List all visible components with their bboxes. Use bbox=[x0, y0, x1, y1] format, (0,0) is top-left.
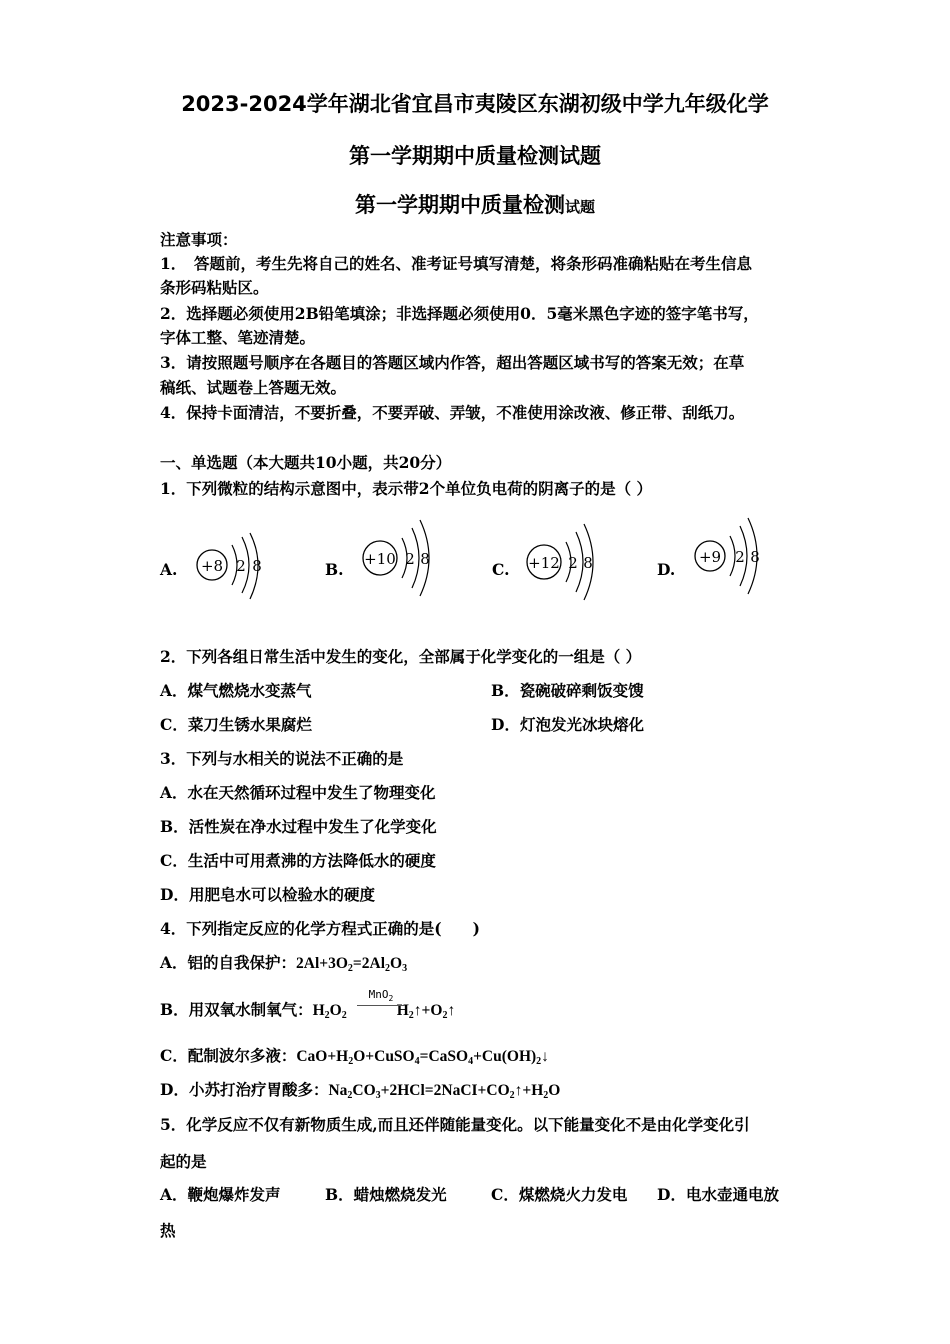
q5-option-a: A．鞭炮爆炸发声 bbox=[160, 1185, 281, 1204]
q1-d-shell2: 8 bbox=[750, 548, 760, 566]
notice-item-2b: 字体工整、笔迹清楚。 bbox=[160, 328, 316, 347]
title-line-3-small: 试题 bbox=[564, 198, 595, 216]
q4-b-reactant: $H_2O_2$ bbox=[312, 1002, 347, 1021]
q4-b-catalyst-text: MnO bbox=[368, 988, 389, 1001]
q2-option-a: A．煤气燃烧水变蒸气 bbox=[160, 681, 312, 700]
q5-option-c: C．煤燃烧火力发电 bbox=[491, 1185, 628, 1204]
q5-option-b: B．蜡烛燃烧发光 bbox=[325, 1185, 447, 1204]
title-line-2: 第一学期期中质量检测试题 bbox=[349, 144, 601, 168]
q1-c-shell2: 8 bbox=[583, 554, 593, 572]
q5-option-d: D．电水壶通电放 bbox=[657, 1185, 779, 1204]
q4-d-equation: $Na_2CO_3+2HCl=2NaCI+CO_2↑+H_2O$ bbox=[328, 1082, 561, 1101]
q1-option-c-diagram bbox=[522, 512, 612, 606]
q3-stem: 3．下列与水相关的说法不正确的是 bbox=[160, 749, 404, 768]
q1-a-shell1: 2 bbox=[236, 557, 246, 575]
q1-option-d-letter: D. bbox=[657, 560, 676, 579]
q1-option-a-letter: A. bbox=[160, 560, 178, 579]
q2-option-c: C．菜刀生锈水果腐烂 bbox=[160, 715, 312, 734]
q3-option-c: C．生活中可用煮沸的方法降低水的硬度 bbox=[160, 851, 436, 870]
q1-option-a-diagram bbox=[190, 515, 280, 609]
q1-c-nucleus: +12 bbox=[528, 554, 560, 572]
q4-stem: 4．下列指定反应的化学方程式正确的是( ) bbox=[160, 919, 480, 938]
q5-option-d-cont: 热 bbox=[160, 1221, 176, 1240]
notice-item-3a: 3．请按照题号顺序在各题目的答题区域内作答，超出答题区域书写的答案无效；在草 bbox=[160, 353, 745, 372]
section-1-heading: 一、单选题（本大题共10小题，共20分） bbox=[160, 453, 452, 472]
q2-option-d: D．灯泡发光冰块熔化 bbox=[491, 715, 644, 734]
notice-item-1a: 1． 答题前，考生先将自己的姓名、准考证号填写清楚，将条形码准确粘贴在考生信息 bbox=[160, 254, 753, 273]
q4-b-label: B．用双氧水制氧气： bbox=[160, 1000, 313, 1019]
q5-stem-b: 起的是 bbox=[160, 1152, 207, 1171]
q4-b-reaction-arrow bbox=[357, 1005, 405, 1006]
q1-d-nucleus: +9 bbox=[698, 548, 722, 566]
notice-item-1b: 条形码粘贴区。 bbox=[160, 278, 269, 297]
notice-item-3b: 稿纸、试题卷上答题无效。 bbox=[160, 378, 347, 397]
q1-option-c-letter: C. bbox=[492, 560, 510, 579]
q4-b-catalyst: MnO$_2$ bbox=[357, 983, 405, 1006]
title-line-1: 2023-2024学年湖北省宜昌市夷陵区东湖初级中学九年级化学 bbox=[181, 92, 769, 116]
q4-d-label: D．小苏打治疗胃酸多： bbox=[160, 1080, 329, 1099]
q3-option-b: B．活性炭在净水过程中发生了化学变化 bbox=[160, 817, 437, 836]
notice-item-4: 4．保持卡面清洁，不要折叠，不要弄破、弄皱，不准使用涂改液、修正带、刮纸刀。 bbox=[160, 403, 745, 422]
q4-option-a bbox=[160, 951, 407, 974]
q4-c-label: C．配制波尔多液： bbox=[160, 1046, 297, 1065]
q1-b-nucleus: +10 bbox=[364, 550, 396, 568]
q4-a-equation: $2Al+3O_2=2Al_2O_3$ bbox=[296, 955, 408, 974]
q4-option-d bbox=[160, 1078, 560, 1101]
q1-option-b-diagram bbox=[358, 510, 448, 604]
q4-c-equation: $CaO+H_2O+CuSO_4=CaSO_4+Cu(OH)_2↓$ bbox=[296, 1048, 549, 1067]
q1-a-nucleus: +8 bbox=[200, 557, 224, 575]
q1-option-d-diagram bbox=[690, 510, 780, 604]
title-line-3-main: 第一学期期中质量检测 bbox=[354, 193, 565, 217]
q3-option-d: D．用肥皂水可以检验水的硬度 bbox=[160, 885, 375, 904]
q4-option-b bbox=[160, 998, 455, 1021]
q1-c-shell1: 2 bbox=[568, 554, 578, 572]
q5-stem-a: 5．化学反应不仅有新物质生成,而且还伴随能量变化。以下能量变化不是由化学变化引 bbox=[160, 1115, 750, 1134]
notice-heading: 注意事项： bbox=[160, 230, 238, 249]
q1-b-shell1: 2 bbox=[405, 550, 415, 568]
q1-d-shell1: 2 bbox=[735, 548, 745, 566]
q4-a-label: A．铝的自我保护： bbox=[160, 953, 297, 972]
q4-option-c bbox=[160, 1044, 549, 1067]
q1-stem: 1．下列微粒的结构示意图中，表示带2个单位负电荷的阴离子的是（ ） bbox=[160, 479, 652, 498]
q1-a-shell2: 8 bbox=[252, 557, 262, 575]
q2-option-b: B．瓷碗破碎剩饭变馊 bbox=[491, 681, 644, 700]
q3-option-a: A．水在天然循环过程中发生了物理变化 bbox=[160, 783, 436, 802]
q4-b-products: $H_2↑+O_2↑$ bbox=[396, 1002, 456, 1021]
q1-option-b-letter: B. bbox=[325, 560, 344, 579]
q2-stem: 2．下列各组日常生活中发生的变化，全部属于化学变化的一组是（ ） bbox=[160, 647, 642, 666]
q1-b-shell2: 8 bbox=[420, 550, 430, 568]
title-line-3 bbox=[0, 189, 950, 219]
notice-item-2a: 2．选择题必须使用2B铅笔填涂；非选择题必须使用0．5毫米黑色字迹的签字笔书写， bbox=[160, 304, 759, 323]
